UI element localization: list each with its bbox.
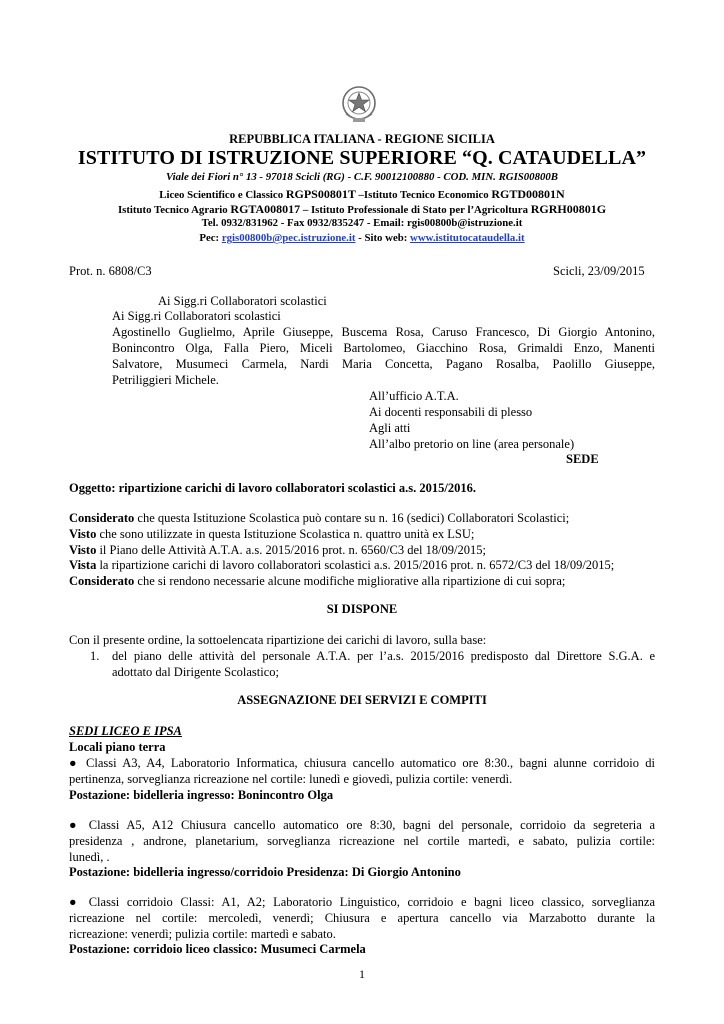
website-link[interactable]: www.istitutocataudella.it	[410, 232, 525, 244]
consideration-5: Considerato che si rendono necessarie alcune modifiche migliorative alla ripartizione di cui sopra;	[69, 574, 566, 588]
recipient-names-3: Salvatore, Musumeci Carmela, Nardi Maria Concetta, Pagano Rosalba, Paolillo Giuseppe,	[112, 357, 655, 371]
order-item-line-2: adottato dal Dirigente Scolastico;	[112, 665, 279, 679]
section-title: SEDI LICEO E IPSA	[69, 724, 182, 738]
recipient-line-2: Ai Sigg.ri Collaboratori scolastici	[112, 309, 281, 323]
pec-email-link[interactable]: rgis00800b@pec.istruzione.it	[221, 232, 356, 244]
consideration-4: Vista la ripartizione carichi di lavoro collaboratori scolastici a.s. 2015/2016 prot. n. 6572/C3 del 18/09/2015;	[69, 558, 615, 572]
recipient-office-3: Agli atti	[369, 421, 411, 435]
recipient-names-2: Bonincontro Olga, Falla Piero, Miceli Bartolomeo, Giacchino Rosa, Grimaldi Enzo, Manenti	[112, 341, 655, 355]
block-2-line-1: ● Classi A5, A12 Chiusura cancello automatico ore 8:30, bagni del personale, corridoio da segreteria a	[69, 818, 655, 832]
block-2-line-2: presidenza , androne, planetarium, sorveglianza ricreazione nel cortile martedì, e sabato, pulizia cortile:	[69, 834, 655, 848]
consideration-2: Visto che sono utilizzate in questa Istituzione Scolastica n. quattro unità ex LSU;	[69, 527, 475, 541]
order-item-line-1: del piano delle attività del personale A.T.A. per l’a.s. 2015/2016 predisposto dal Direttore S.G.A. e	[112, 649, 655, 663]
page-number: 1	[359, 967, 365, 981]
subject-line: Oggetto: ripartizione carichi di lavoro collaboratori scolastici a.s. 2015/2016.	[69, 481, 476, 495]
protocol-number: Prot. n. 6808/C3	[69, 264, 152, 278]
institute-schools-line-2: Istituto Tecnico Agrario RGTA008017 – Istituto Professionale di Stato per l’Agricoltura RGRH00801G	[117, 202, 607, 216]
institute-name: ISTITUTO DI ISTRUZIONE SUPERIORE “Q. CATAUDELLA”	[77, 147, 647, 169]
republic-heading: REPUBBLICA ITALIANA - REGIONE SICILIA	[229, 132, 495, 146]
floor-title: Locali piano terra	[69, 740, 166, 754]
block-3-station: Postazione: corridoio liceo classico: Musumeci Carmela	[69, 942, 366, 956]
block-3-line-2: ricreazione nel cortile: mercoledì, venerdì; Chiusura e apertura cancello via Marzabotto durante la	[69, 911, 655, 925]
block-1-line-1: ● Classi A3, A4, Laboratorio Informatica, chiusura cancello automatico ore 8:30., bagni alunne corridoio di	[69, 756, 655, 770]
recipient-office-2: Ai docenti responsabili di plesso	[369, 405, 533, 419]
order-item-number: 1.	[90, 649, 100, 663]
recipient-sede: SEDE	[566, 452, 599, 466]
consideration-3: Visto il Piano delle Attività A.T.A. a.s. 2015/2016 prot. n. 6560/C3 del 18/09/2015;	[69, 543, 487, 557]
block-2-line-3: lunedì, .	[69, 850, 110, 864]
dispone-heading: SI DISPONE	[326, 602, 398, 616]
institute-address: Viale dei Fiori n° 13 - 97018 Scicli (RG) - C.F. 90012100880 - COD. MIN. RGIS00800B	[166, 171, 558, 183]
block-3-line-3: ricreazione: venerdì; pulizia cortile: martedì e sabato.	[69, 927, 336, 941]
recipient-office-4: All’albo pretorio on line (area personale)	[369, 437, 575, 451]
recipient-office-1: All’ufficio A.T.A.	[369, 389, 459, 403]
block-3-line-1: ● Classi corridoio Classi: A1, A2; Laboratorio Linguistico, corridoio e bagni liceo classico, sorveglianza	[69, 895, 655, 909]
institute-schools-line-1: Liceo Scientifico e Classico RGPS00801T –Istituto Tecnico Economico RGTD00801N	[159, 187, 565, 201]
recipient-names-4: Petriliggieri Michele.	[112, 373, 219, 387]
recipient-line-1: Ai Sigg.ri Collaboratori scolastici	[158, 294, 327, 308]
block-1-station: Postazione: bidelleria ingresso: Bonincontro Olga	[69, 788, 334, 802]
italian-republic-emblem-icon	[340, 84, 378, 126]
order-intro: Con il presente ordine, la sottoelencata ripartizione dei carichi di lavoro, sulla base:	[69, 633, 487, 647]
block-1-line-2: pertinenza, sorveglianza ricreazione nel cortile: lunedì e giovedì, pulizia cortile: venerdì.	[69, 772, 513, 786]
institute-contacts: Tel. 0932/831962 - Fax 0932/835247 - Email: rgis00800b@istruzione.it	[201, 217, 523, 229]
place-date: Scicli, 23/09/2015	[553, 264, 645, 278]
consideration-1: Considerato che questa Istituzione Scolastica può contare su n. 16 (sedici) Collaboratori Scolastici;	[69, 511, 570, 525]
block-2-station: Postazione: bidelleria ingresso/corridoio Presidenza: Di Giorgio Antonino	[69, 865, 461, 879]
assignment-heading: ASSEGNAZIONE DEI SERVIZI E COMPITI	[237, 693, 487, 707]
recipient-names-1: Agostinello Guglielmo, Aprile Giuseppe, Buscema Rosa, Caruso Francesco, Di Giorgio Antonino,	[112, 325, 655, 339]
institute-pec-web: Pec: rgis00800b@pec.istruzione.it - Sito web: www.istitutocataudella.it	[199, 232, 525, 244]
